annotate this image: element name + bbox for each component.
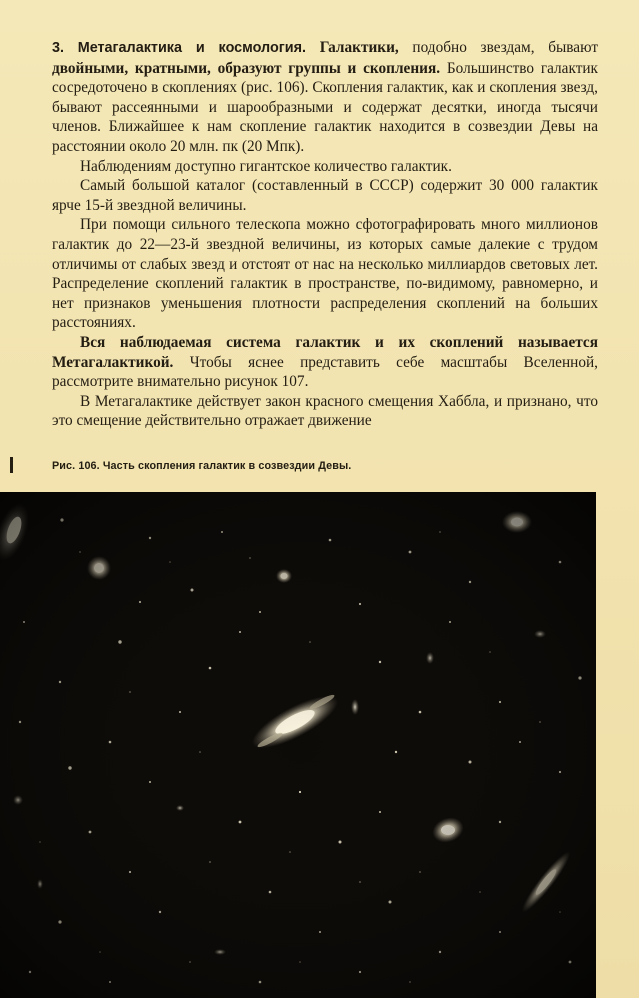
paragraph-telescope: При помощи сильного телескопа можно сфотографировать много миллионов галактик до 22—23-й звездной величины, из которых самые далекие с трудом отличимы от слабых звезд и отстоят от нас на несколько миллиардов световых лет. Распределение скоплений галактик в пространстве, по-видимому, равномерно, и нет признаков уменьшения плотности распределения скоплений на больших расстояниях. xyxy=(52,216,598,332)
section-number: 3. xyxy=(52,40,65,56)
section-title: Метагалактика и космология. xyxy=(77,40,307,56)
paragraph-definition xyxy=(52,333,598,392)
figure-caption: Рис. 106. Часть скопления галактик в созвездии Девы. xyxy=(52,460,352,472)
body-text xyxy=(52,38,598,431)
metagalaxy-definition: Вся наблюдаемая система галактик и их скоплений называется Метагалактикой. xyxy=(52,333,598,371)
paragraph-observations: Наблюдениям доступно гигантское количество галактик. xyxy=(80,157,452,175)
term-groups: двойными, кратными, образуют группы и скопления. xyxy=(52,59,441,77)
paragraph-hubble: В Метагалактике действует закон красного смещения Хаббла, и признано, что это смещение действительно отражает движение xyxy=(52,392,598,430)
paragraph-intro xyxy=(52,38,598,157)
paragraph-catalog: Самый большой каталог (составленный в СССР) содержит 30 000 галактик ярче 15-й звездной величины. xyxy=(52,177,598,214)
intro-text-1: подобно звездам, бывают xyxy=(398,39,598,56)
definition-text: Чтобы яснее представить себе масштабы Вселенной, рассмотрите внимательно рисунок 107. xyxy=(52,353,598,391)
intro-text-2: Большинство галактик сосредоточено в скоплениях (рис. 106). Скопления галактик, как и скопления звезд, бывают рассеянными и шарообразными и содержат десятки, иногда тысячи членов. Ближайшее к нам скопление галактик находится в созвездии Девы на расстоянии около 20 млн. пк (20 Мпк). xyxy=(52,59,598,155)
galaxy-cluster-photo xyxy=(0,492,596,998)
galaxy-photo-image xyxy=(0,492,596,998)
margin-mark xyxy=(10,457,13,473)
term-galaxies: Галактики, xyxy=(319,39,399,56)
